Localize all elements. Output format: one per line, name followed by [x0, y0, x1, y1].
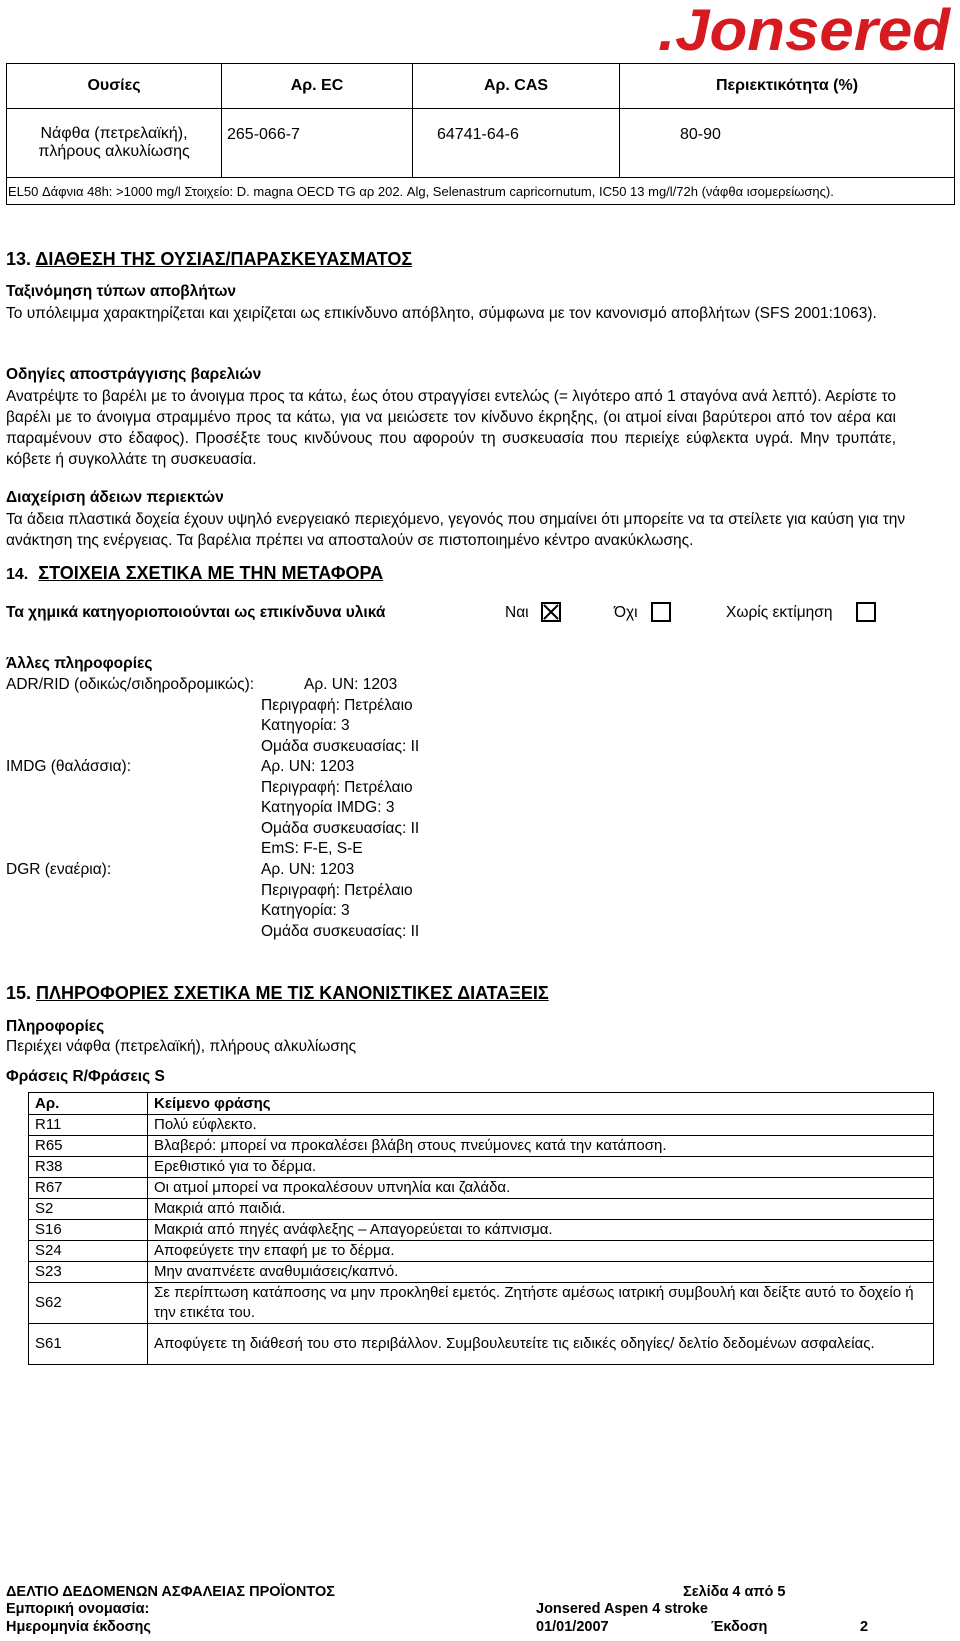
adr-description: Περιγραφή: Πετρέλαιο — [261, 696, 413, 714]
phrase-code: R11 — [29, 1115, 148, 1136]
phrase-text: Σε περίπτωση κατάποσης να μην προκληθεί εμετός. Ζητήστε αμέσως ιατρική συμβουλή και δείξτε αυτό το δοχείο ή την ετικέτα του. — [148, 1283, 934, 1324]
phrase-code: R67 — [29, 1178, 148, 1199]
phrase-code: S61 — [29, 1324, 148, 1365]
substance-content: 80-90 — [620, 109, 955, 178]
col-header-content: Περιεκτικότητα (%) — [620, 64, 955, 109]
phrase-row — [29, 1324, 934, 1365]
empty-containers-text: Τα άδεια πλαστικά δοχεία έχουν υψηλό ενεργειακό περιεχόμενο, γεγονός που σημαίνει ότι μπορείτε να τα στείλετε για καύση για την ανάκτηση της ενέργειας. Τα βαρέλια πρέπει να αποσταλούν σε πιστοποιημένο κέντρο ανακύκλωσης. — [6, 511, 906, 549]
yes-option-label: Ναι — [505, 604, 529, 621]
phrase-text: Μην αναπνέετε αναθυμιάσεις/καπνό. — [148, 1262, 934, 1283]
phrase-row — [29, 1262, 934, 1283]
adr-un: Αρ. UN: 1203 — [304, 676, 398, 693]
footer-version-label: Έκδοση — [711, 1619, 768, 1635]
phrase-row — [29, 1283, 934, 1324]
phrase-row — [29, 1115, 934, 1136]
substance-name-line2: πλήρους αλκυλίωσης — [38, 143, 190, 160]
dgr-description: Περιγραφή: Πετρέλαιο — [261, 881, 413, 899]
phrase-text: Μακριά από πηγές ανάφλεξης – Απαγορεύεται το κάπνισμα. — [148, 1220, 934, 1241]
transport-dgr-mode: DGR (εναέρια): — [6, 861, 112, 878]
imdg-packing-group: Ομάδα συσκευασίας: II — [261, 819, 420, 837]
footer-page: Σελίδα 4 από 5 — [683, 1584, 786, 1600]
footer-trade-name: Jonsered Aspen 4 stroke — [536, 1601, 708, 1617]
section-13-title: 13. ΔΙΑΘΕΣΗ ΤΗΣ ΟΥΣΙΑΣ/ΠΑΡΑΣΚΕΥΑΣΜΑΤΟΣ — [6, 249, 413, 269]
col-header-cas: Αρ. CAS — [413, 64, 620, 109]
imdg-description: Περιγραφή: Πετρέλαιο — [261, 778, 413, 796]
phrase-code: S16 — [29, 1220, 148, 1241]
info-text: Περιέχει νάφθα (πετρελαϊκή), πλήρους αλκυλίωσης — [6, 1038, 357, 1055]
svg-text:.Jonsered: .Jonsered — [658, 2, 952, 58]
transport-adr-details — [261, 675, 419, 757]
phrase-text: Αποφεύγετε την επαφή με το δέρμα. — [148, 1241, 934, 1262]
phrase-code: S24 — [29, 1241, 148, 1262]
footer-issue-date-label: Ημερομηνία έκδοσης — [6, 1619, 151, 1635]
phrase-text: Αποφύγετε τη διάθεσή του στο περιβάλλον. Συμβουλευτείτε τις ειδικές οδηγίες/ δελτίο δεδομένων ασφαλείας. — [148, 1324, 934, 1365]
phrase-code: S23 — [29, 1262, 148, 1283]
footer-trade-name-label: Εμπορική ονομασία: — [6, 1601, 150, 1617]
phrase-row — [29, 1178, 934, 1199]
jonsered-logo — [656, 2, 954, 58]
unassessed-option-label: Χωρίς εκτίμηση — [726, 604, 833, 621]
waste-classification-text: Το υπόλειμμα χαρακτηρίζεται και χειρίζεται ως επικίνδυνο απόβλητο, σύμφωνα με τον κανονισμό αποβλήτων (SFS 2001:1063). — [6, 305, 877, 322]
phrases-col-code-header: Αρ. — [29, 1093, 148, 1115]
adr-class: Κατηγορία: 3 — [261, 717, 350, 734]
phrase-text: Οι ατμοί μπορεί να προκαλέσουν υπνηλία και ζαλάδα. — [148, 1178, 934, 1199]
empty-containers-heading: Διαχείριση άδειων περιεκτών — [6, 489, 224, 506]
ecotox-note: EL50 Δάφνια 48h: >1000 mg/l Στοιχείο: D. magna OECD TG αρ 202. Alg, Selenastrum capricornutum, IC50 13 mg/l/72h (νάφθα ισομερείωσης). — [7, 178, 955, 205]
substance-name — [7, 109, 222, 178]
substance-ec: 265-066-7 — [222, 109, 413, 178]
transport-adr-mode: ADR/RID (οδικώς/σιδηροδρομικώς): — [6, 676, 255, 693]
substances-table — [6, 63, 955, 205]
drum-drain-heading: Οδηγίες αποστράγγισης βαρελιών — [6, 366, 262, 383]
no-option-label: Όχι — [614, 604, 638, 621]
section-14-title: 14. ΣΤΟΙΧΕΙΑ ΣΧΕΤΙΚΑ ΜΕ ΤΗΝ ΜΕΤΑΦΟΡΑ — [6, 563, 384, 583]
footer-issue-date: 01/01/2007 — [536, 1619, 609, 1635]
transport-imdg-details — [261, 757, 419, 860]
imdg-class: Κατηγορία IMDG: 3 — [261, 799, 395, 816]
substance-name-line1: Νάφθα (πετρελαϊκή), — [40, 125, 188, 142]
drum-drain-text: Ανατρέψτε το βαρέλι με το άνοιγμα προς τα κάτω, έως ότου στραγγίσει εντελώς (= λιγότερο από 1 σταγόνα ανά λεπτό). Αερίστε το βαρέλι με το άνοιγμα στραμμένο προς τα κάτω, για να μειώσετε τον κίνδυνο έκρηξης, (οι ατμοί είναι βαρύτεροι από τον αέρα και παραμένουν στο έδαφος). Προσέξτε τους κινδύνους που αφορούν τη συσκευασία που περιείχε εύφλεκτα υγρά. Μην τρυπάτε, κόβετε ή συγκολλάτε τη συσκευασία. — [6, 388, 896, 468]
unassessed-checkbox[interactable] — [856, 602, 876, 622]
waste-classification-heading: Ταξινόμηση τύπων αποβλήτων — [6, 283, 237, 300]
other-info-heading: Άλλες πληροφορίες — [6, 655, 153, 672]
phrase-text: Ερεθιστικό για το δέρμα. — [148, 1157, 934, 1178]
phrases-col-text-header: Κείμενο φράσης — [148, 1093, 934, 1115]
col-header-ec: Αρ. EC — [222, 64, 413, 109]
footer-doc-title: ΔΕΛΤΙΟ ΔΕΔΟΜΕΝΩΝ ΑΣΦΑΛΕΙΑΣ ΠΡΟΪΟΝΤΟΣ — [6, 1584, 335, 1600]
phrase-row — [29, 1157, 934, 1178]
imdg-ems: EmS: F-E, S-E — [261, 840, 363, 857]
transport-imdg-mode: IMDG (θαλάσσια): — [6, 758, 131, 775]
risk-safety-phrases-table — [28, 1092, 934, 1365]
no-checkbox[interactable] — [651, 602, 671, 622]
phrase-row — [29, 1136, 934, 1157]
phrase-text: Βλαβερό: μπορεί να προκαλέσει βλάβη στους πνεύμονες κατά την κατάποση. — [148, 1136, 934, 1157]
yes-checkbox[interactable] — [541, 602, 561, 622]
col-header-substances: Ουσίες — [7, 64, 222, 109]
hazardous-classified-label: Τα χημικά κατηγοριοποιούνται ως επικίνδυνα υλικά — [6, 604, 386, 621]
phrase-code: R65 — [29, 1136, 148, 1157]
info-heading: Πληροφορίες — [6, 1018, 105, 1035]
phrase-code: S2 — [29, 1199, 148, 1220]
phrase-text: Πολύ εύφλεκτο. — [148, 1115, 934, 1136]
dgr-un: Αρ. UN: 1203 — [261, 861, 355, 878]
dgr-packing-group: Ομάδα συσκευασίας: II — [261, 922, 420, 940]
imdg-un: Αρ. UN: 1203 — [261, 758, 355, 775]
phrase-text: Μακριά από παιδιά. — [148, 1199, 934, 1220]
transport-dgr-details — [261, 860, 419, 942]
substance-cas: 64741-64-6 — [413, 109, 620, 178]
dgr-class: Κατηγορία: 3 — [261, 902, 350, 919]
checked-x-icon — [543, 604, 559, 620]
adr-packing-group: Ομάδα συσκευασίας: II — [261, 737, 420, 755]
phrase-code: S62 — [29, 1283, 148, 1324]
phrase-row — [29, 1199, 934, 1220]
section-15-title: 15. ΠΛΗΡΟΦΟΡΙΕΣ ΣΧΕΤΙΚΑ ΜΕ ΤΙΣ ΚΑΝΟΝΙΣΤΙΚΕΣ ΔΙΑΤΑΞΕΙΣ — [6, 983, 549, 1003]
phrase-row — [29, 1241, 934, 1262]
phrase-row — [29, 1220, 934, 1241]
phrase-code: R38 — [29, 1157, 148, 1178]
footer-version: 2 — [860, 1619, 869, 1635]
phrases-heading: Φράσεις R/Φράσεις S — [6, 1068, 165, 1085]
